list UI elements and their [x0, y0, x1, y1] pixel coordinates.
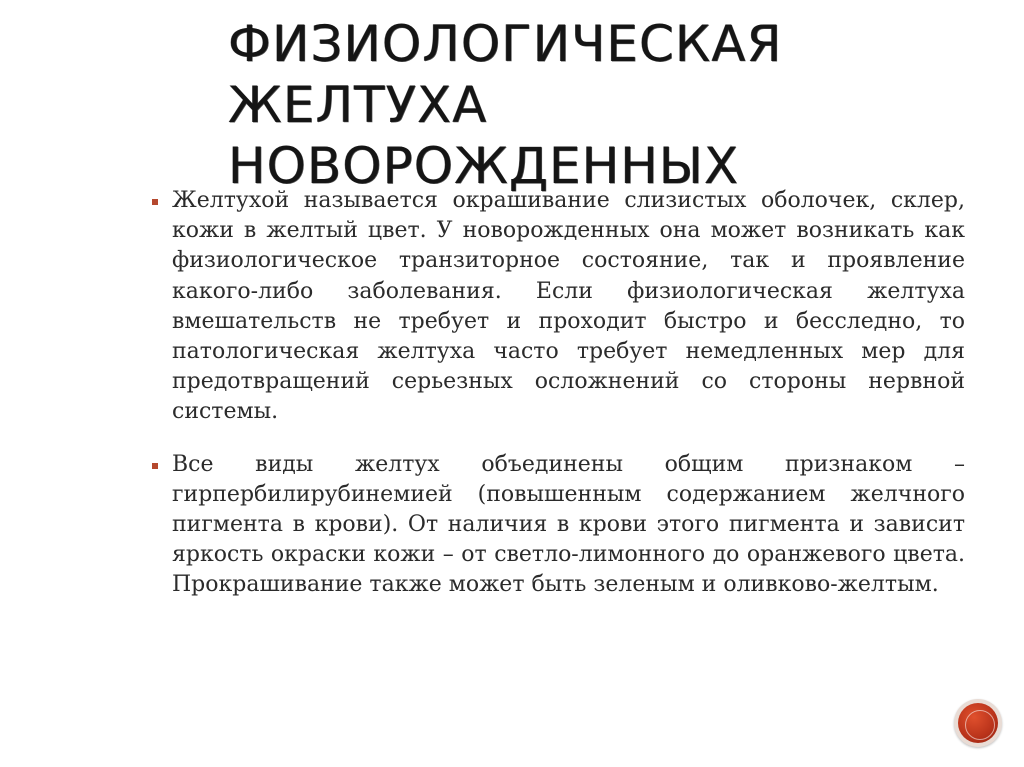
bullet-item [150, 450, 965, 601]
square-bullet-icon [152, 199, 158, 205]
square-bullet-icon [152, 463, 158, 469]
title-line: НОВОРОЖДЕННЫХ [228, 137, 740, 195]
title-line: ФИЗИОЛОГИЧЕСКАЯ [228, 15, 783, 73]
bullet-text: Все виды желтух объединены общим признаком – гирпербилирубинемией (повышенным содержанием желчного пигмента в крови). От наличия в крови этого пигмента и зависит яркость окраски кожи – от светло-лимонного до оранжевого цвета. Прокрашивание также может быть зеленым и оливково-желтым. [172, 451, 965, 598]
circle-button-inner [958, 703, 998, 743]
title-line: ЖЕЛТУХА [228, 76, 488, 134]
circle-button-icon[interactable] [954, 699, 1002, 747]
slide-title [228, 14, 928, 197]
bullet-item [150, 186, 965, 428]
circle-button-ring [965, 710, 995, 740]
bullet-list [150, 186, 965, 623]
bullet-text: Желтухой называется окрашивание слизистых оболочек, склер, кожи в желтый цвет. У новорожденных она может возникать как физиологическое транзиторное состояние, так и проявление какого-либо заболевания. Если физиологическая желтуха вмешательств не требует и проходит быстро и бесследно, то патологическая желтуха часто требует немедленных мер для предотвращений серьезных осложнений со стороны нервной системы. [172, 188, 965, 425]
